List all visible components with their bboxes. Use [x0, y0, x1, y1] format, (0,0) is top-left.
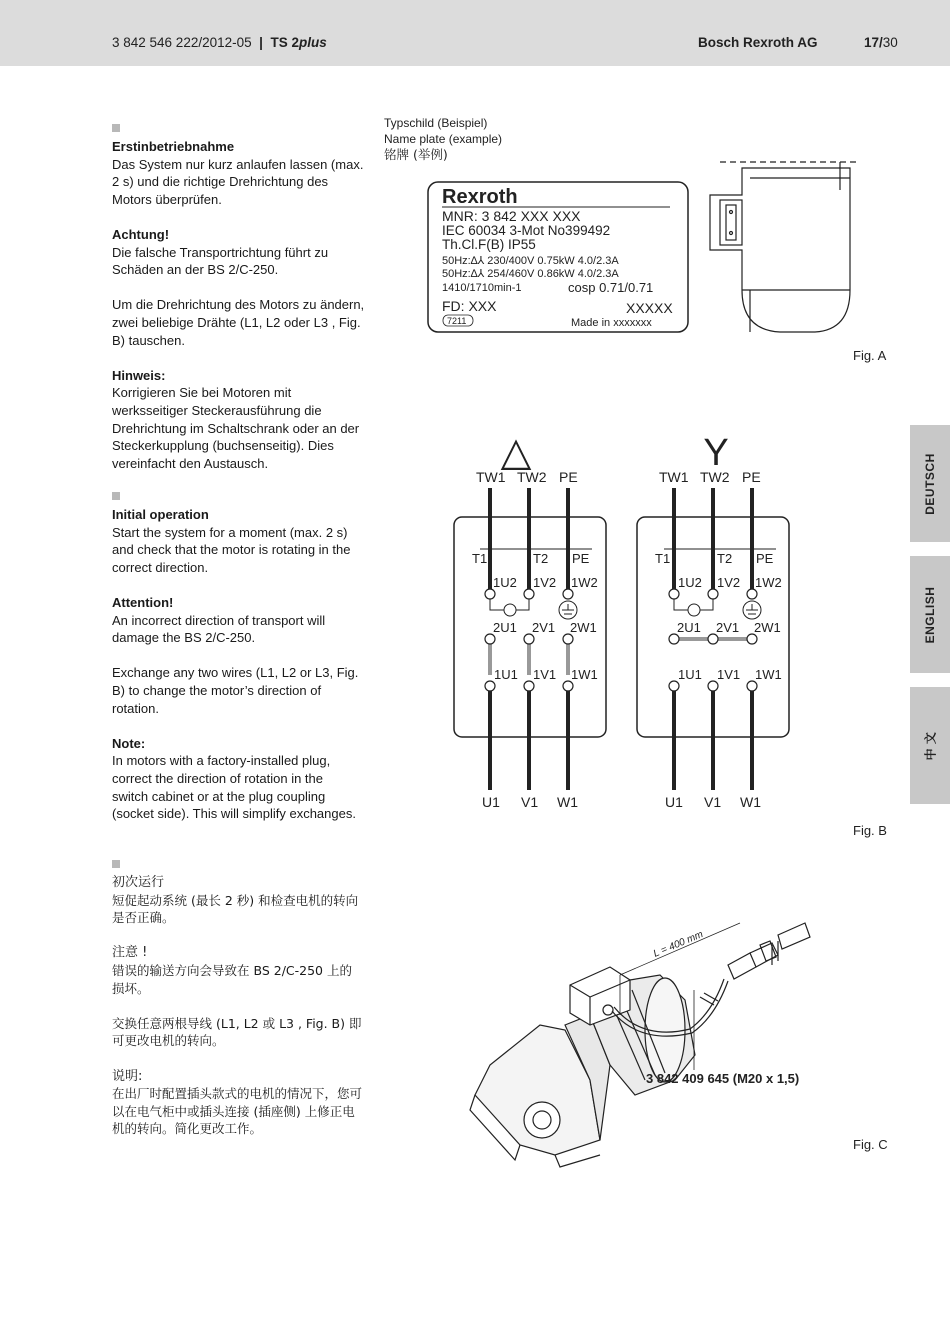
name-plate-line-6-right: cosp 0.71/0.71: [568, 280, 654, 295]
delta-row-3-2: 1V1: [533, 667, 557, 682]
section-english: [112, 492, 362, 840]
star-row-2-2: 2V1: [716, 620, 740, 635]
german-paragraph-4: Korrigieren Sie bei Motoren mit werksseitiger Steckerausführung die Drehrichtung im Schaltschrank oder an der Steckerkupplung (buchsenseitig). Dies vereinfacht den Austausch.: [112, 385, 360, 471]
tab-chinese[interactable]: [910, 687, 950, 804]
header-doc-info: [112, 35, 327, 50]
header-separator: |: [259, 35, 263, 50]
star-thermistor: [674, 599, 761, 619]
star-row-2-3: 2W1: [754, 620, 781, 635]
star-top-label-2: TW2: [700, 469, 730, 485]
english-paragraph-2: An incorrect direction of transport will damage the BS 2/C-250.: [112, 612, 326, 646]
delta-row-1-3: 1W2: [571, 575, 598, 590]
page-current: 17/: [864, 35, 883, 50]
delta-thermistor: [490, 599, 577, 619]
german-paragraph-1: Das System nur kurz anlaufen lassen (max. 2 s) und die richtige Drehrichtung des Motors überprüfen.: [112, 156, 364, 207]
name-plate-line-5: 50Hz:∆⅄ 254/460V 0.86kW 4.0/2.3A: [442, 268, 619, 280]
star-row-t-2: T2: [717, 551, 733, 566]
company-name: Bosch Rexroth AG: [698, 35, 818, 50]
star-row-3-2: 1V1: [717, 667, 741, 682]
bullet-square: [112, 860, 120, 868]
name-plate-brand: Rexroth: [442, 186, 518, 208]
delta-row-t-1: T1: [472, 551, 488, 566]
fig-a-caption-cn: 铭牌 (举例): [384, 147, 448, 162]
delta-row-3-1: 1U1: [494, 667, 518, 682]
star-row-t-3: PE: [756, 551, 774, 566]
chinese-heading-2: 注意 !: [112, 945, 148, 961]
cable-length-label: L = 400 mm: [651, 928, 705, 960]
german-paragraph-2: Die falsche Transportrichtung führt zu Schäden an der BS 2/C-250.: [112, 244, 329, 278]
delta-diagram: [454, 430, 606, 810]
delta-row-2-2: 2V1: [532, 620, 556, 635]
star-bottom-3: W1: [740, 794, 761, 810]
delta-row-t-2: T2: [533, 551, 549, 566]
doc-number: 3 842 546 222/2012-05: [112, 35, 252, 50]
delta-top-label-2: TW2: [517, 469, 547, 485]
delta-row-t-3: PE: [572, 551, 590, 566]
star-row-2-1: 2U1: [677, 620, 701, 635]
fig-b-drawing: [440, 420, 820, 820]
tab-deutsch[interactable]: [910, 425, 950, 542]
fig-a-label: Fig. A: [853, 348, 887, 363]
name-plate-fd-right: XXXXX: [626, 300, 673, 316]
english-heading-2: Attention!: [112, 594, 174, 610]
product-suffix: plus: [298, 35, 327, 50]
name-plate-line-6-left: 1410/1710min-1: [442, 282, 522, 294]
chinese-heading-1: 初次运行: [112, 875, 165, 890]
motor-sketch: [710, 162, 860, 332]
tab-chinese-label: 中 文: [923, 731, 938, 760]
delta-row-3-3: 1W1: [571, 667, 598, 682]
german-paragraph-3: Um die Drehrichtung des Motors zu ändern, zwei beliebige Drähte (L1, L2 oder L3 , Fig. B) tauschen.: [112, 297, 365, 348]
chinese-paragraph-3: 交换任意两根导线 (L1, L2 或 L3 , Fig. B) 即可更改电机的转向。: [112, 1015, 362, 1049]
page-header: [0, 0, 950, 66]
star-row-1-3: 1W2: [755, 575, 782, 590]
page-number: [864, 35, 898, 50]
gear-motor-sketch: [470, 923, 810, 1167]
delta-row-2-1: 2U1: [493, 620, 517, 635]
chinese-paragraph-4: 在出厂时配置插头款式的电机的情况下，您可以在电气柜中或插头连接 (插座侧) 上修正电机的转向。简化更改工作。: [112, 1086, 363, 1137]
star-row-3-3: 1W1: [755, 667, 782, 682]
fig-a-caption-en: Name plate (example): [384, 131, 503, 146]
bullet-square: [112, 492, 120, 500]
german-heading-1: Erstinbetriebnahme: [112, 139, 235, 154]
name-plate-line-2: IEC 60034 3-Mot No399492: [442, 223, 611, 238]
tab-english-label: ENGLISH: [923, 586, 937, 643]
section-chinese: [112, 860, 362, 1156]
german-heading-2: Achtung!: [112, 226, 170, 242]
fig-b-label: Fig. B: [853, 823, 887, 838]
german-heading-3: Hinweis:: [112, 367, 166, 383]
delta-bottom-1: U1: [482, 794, 500, 810]
english-paragraph-3: Exchange any two wires (L1, L2 or L3, Fig. B) to change the motor’s direction of rotation.: [112, 665, 359, 716]
tab-english[interactable]: [910, 556, 950, 673]
delta-top-label-3: PE: [559, 469, 578, 485]
english-paragraph-1: Start the system for a moment (max. 2 s) and check that the motor is rotating in the correct direction.: [112, 524, 351, 575]
chinese-paragraph-2: 错误的输送方向会导致在 BS 2/C-250 上的损坏。: [112, 962, 352, 996]
part-number-label: 3 842 409 645 (M20 x 1,5): [646, 1071, 800, 1086]
delta-row-1-2: 1V2: [533, 575, 557, 590]
chinese-paragraph-1: 短促起动系统 (最长 2 秒) 和检查电机的转向是否正确。: [112, 892, 359, 926]
star-row-t-1: T1: [655, 551, 671, 566]
english-paragraph-4: In motors with a factory-installed plug, correct the direction of rotation in the switch cabinet or at the plug coupling (socket side). This will simplify exchanges.: [112, 753, 356, 822]
name-plate-fd: FD: XXX: [442, 298, 497, 314]
bullet-square: [112, 124, 120, 132]
delta-symbol: △: [500, 430, 532, 474]
star-row-3-1: 1U1: [678, 667, 702, 682]
tab-deutsch-label: DEUTSCH: [923, 452, 937, 515]
star-diagram: [637, 432, 789, 810]
section-german: [112, 124, 367, 490]
delta-row-1-1: 1U2: [493, 575, 517, 590]
name-plate-line-3: Th.Cl.F(B) IP55: [442, 237, 536, 252]
fig-a-caption-de: Typschild (Beispiel): [384, 116, 488, 130]
name-plate-code: 7211: [447, 316, 467, 326]
name-plate-made-in: Made in xxxxxxx: [571, 317, 652, 329]
star-row-1-1: 1U2: [678, 575, 702, 590]
english-heading-1: Initial operation: [112, 507, 209, 522]
star-bottom-1: U1: [665, 794, 683, 810]
fig-c-drawing: [460, 905, 840, 1170]
fig-c-label: Fig. C: [853, 1137, 888, 1152]
english-heading-3: Note:: [112, 735, 146, 751]
page-total: 30: [882, 35, 898, 50]
delta-top-label-1: TW1: [476, 469, 506, 485]
name-plate-line-4: 50Hz:∆⅄ 230/400V 0.75kW 4.0/2.3A: [442, 255, 619, 267]
star-symbol: Y: [703, 432, 729, 474]
star-row-1-2: 1V2: [717, 575, 741, 590]
star-top-label-1: TW1: [659, 469, 689, 485]
fig-a-drawing: [420, 150, 880, 350]
delta-row-2-3: 2W1: [570, 620, 597, 635]
chinese-heading-3: 说明:: [112, 1068, 143, 1084]
star-bottom-2: V1: [704, 794, 722, 810]
delta-bottom-3: W1: [557, 794, 578, 810]
delta-bottom-2: V1: [521, 794, 539, 810]
product-prefix: TS 2: [270, 35, 299, 50]
name-plate-line-1: MNR: 3 842 XXX XXX: [442, 208, 581, 224]
star-top-label-3: PE: [742, 469, 761, 485]
